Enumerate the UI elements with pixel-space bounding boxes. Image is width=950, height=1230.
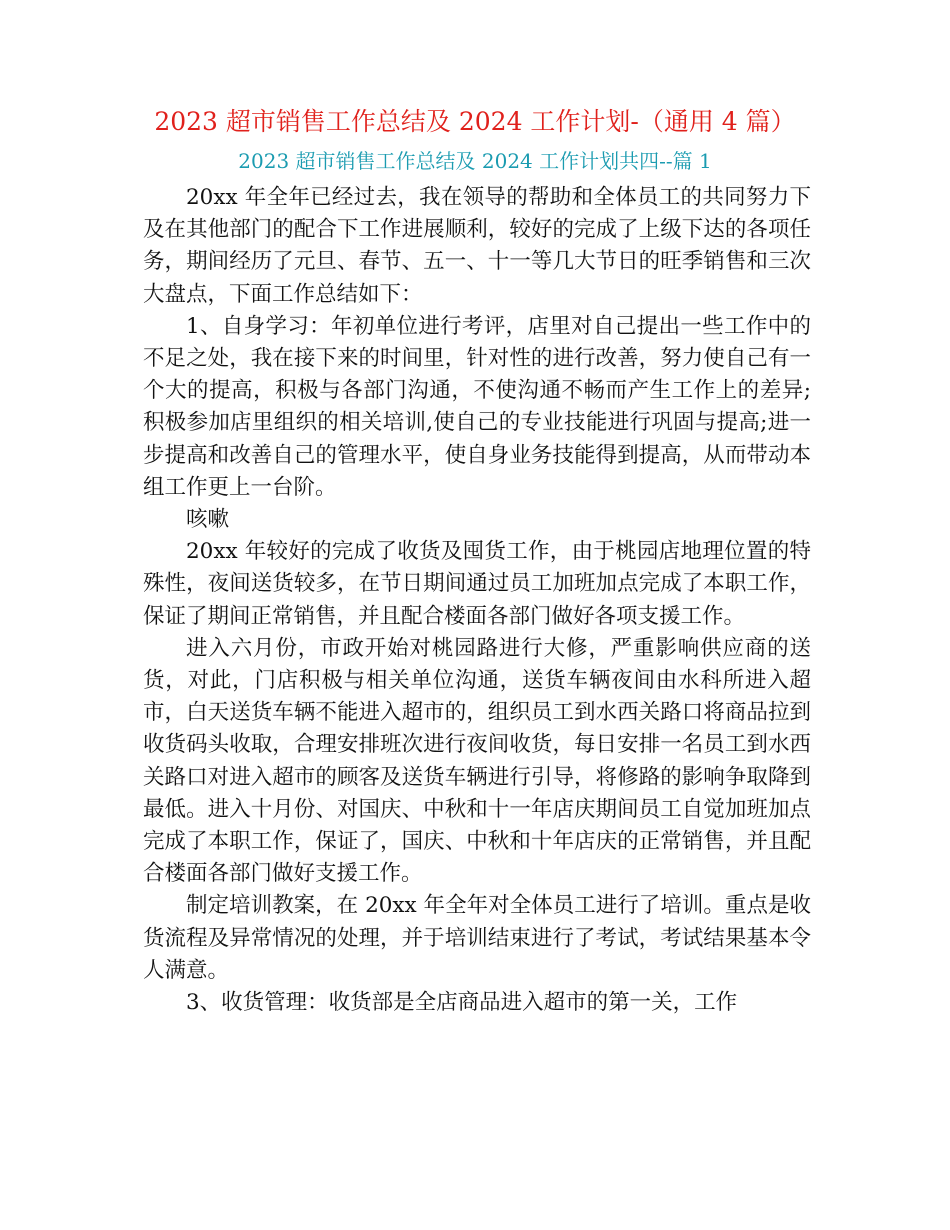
paragraph-receiving-management: 3、收货管理：收货部是全店商品进入超市的第一关，工作	[186, 990, 738, 1016]
paragraph-receiving: 20xx 年较好的完成了收货及囤货工作，由于桃园店地理位置的特殊性，夜间送货较多，在节日期间通过员工加班加点完成了本职工作，保证了期间正常销售，并且配合楼面各部门做好各项支援工作。	[143, 539, 811, 629]
paragraph-note: 咳嗽	[186, 507, 230, 533]
paragraph-training: 制定培训教案，在 20xx 年全年对全体员工进行了培训。重点是收货流程及异常情况的处理，并于培训结束进行了考试，考试结果基本令人满意。	[143, 893, 811, 983]
paragraph-intro: 20xx 年全年已经过去，我在领导的帮助和全体员工的共同努力下及在其他部门的配合下工作进展顺利，较好的完成了上级下达的各项任务，期间经历了元旦、春节、五一、十一等几大节日的旺季销售和三次大盘点，下面工作总结如下：	[143, 185, 811, 307]
paragraph-self-study: 1、自身学习：年初单位进行考评，店里对自己提出一些工作中的不足之处，我在接下来的时间里，针对性的进行改善，努力使自己有一个大的提高，积极与各部门沟通，不使沟通不畅而产生工作上的差异;积极参加店里组织的相关培训,使自己的专业技能进行巩固与提高;进一步提高和改善自己的管理水平，使自身业务技能得到提高，从而带动本组工作更上一台阶。	[143, 313, 811, 500]
document-body	[143, 182, 811, 1019]
document-title: 2023 超市销售工作总结及 2024 工作计划-（通用 4 篇）	[154, 107, 796, 136]
document-subtitle: 2023 超市销售工作总结及 2024 工作计划共四--篇 1	[238, 149, 712, 173]
paragraph-june: 进入六月份，市政开始对桃园路进行大修，严重影响供应商的送货，对此，门店积极与相关单位沟通，送货车辆夜间由水科所进入超市，白天送货车辆不能进入超市的，组织员工到水西关路口将商品拉到收货码头收取，合理安排班次进行夜间收货，每日安排一名员工到水西关路口对进入超市的顾客及送货车辆进行引导，将修路的影响争取降到最低。进入十月份、对国庆、中秋和十一年店庆期间员工自觉加班加点完成了本职工作，保证了，国庆、中秋和十年店庆的正常销售，并且配合楼面各部门做好支援工作。	[143, 635, 811, 887]
